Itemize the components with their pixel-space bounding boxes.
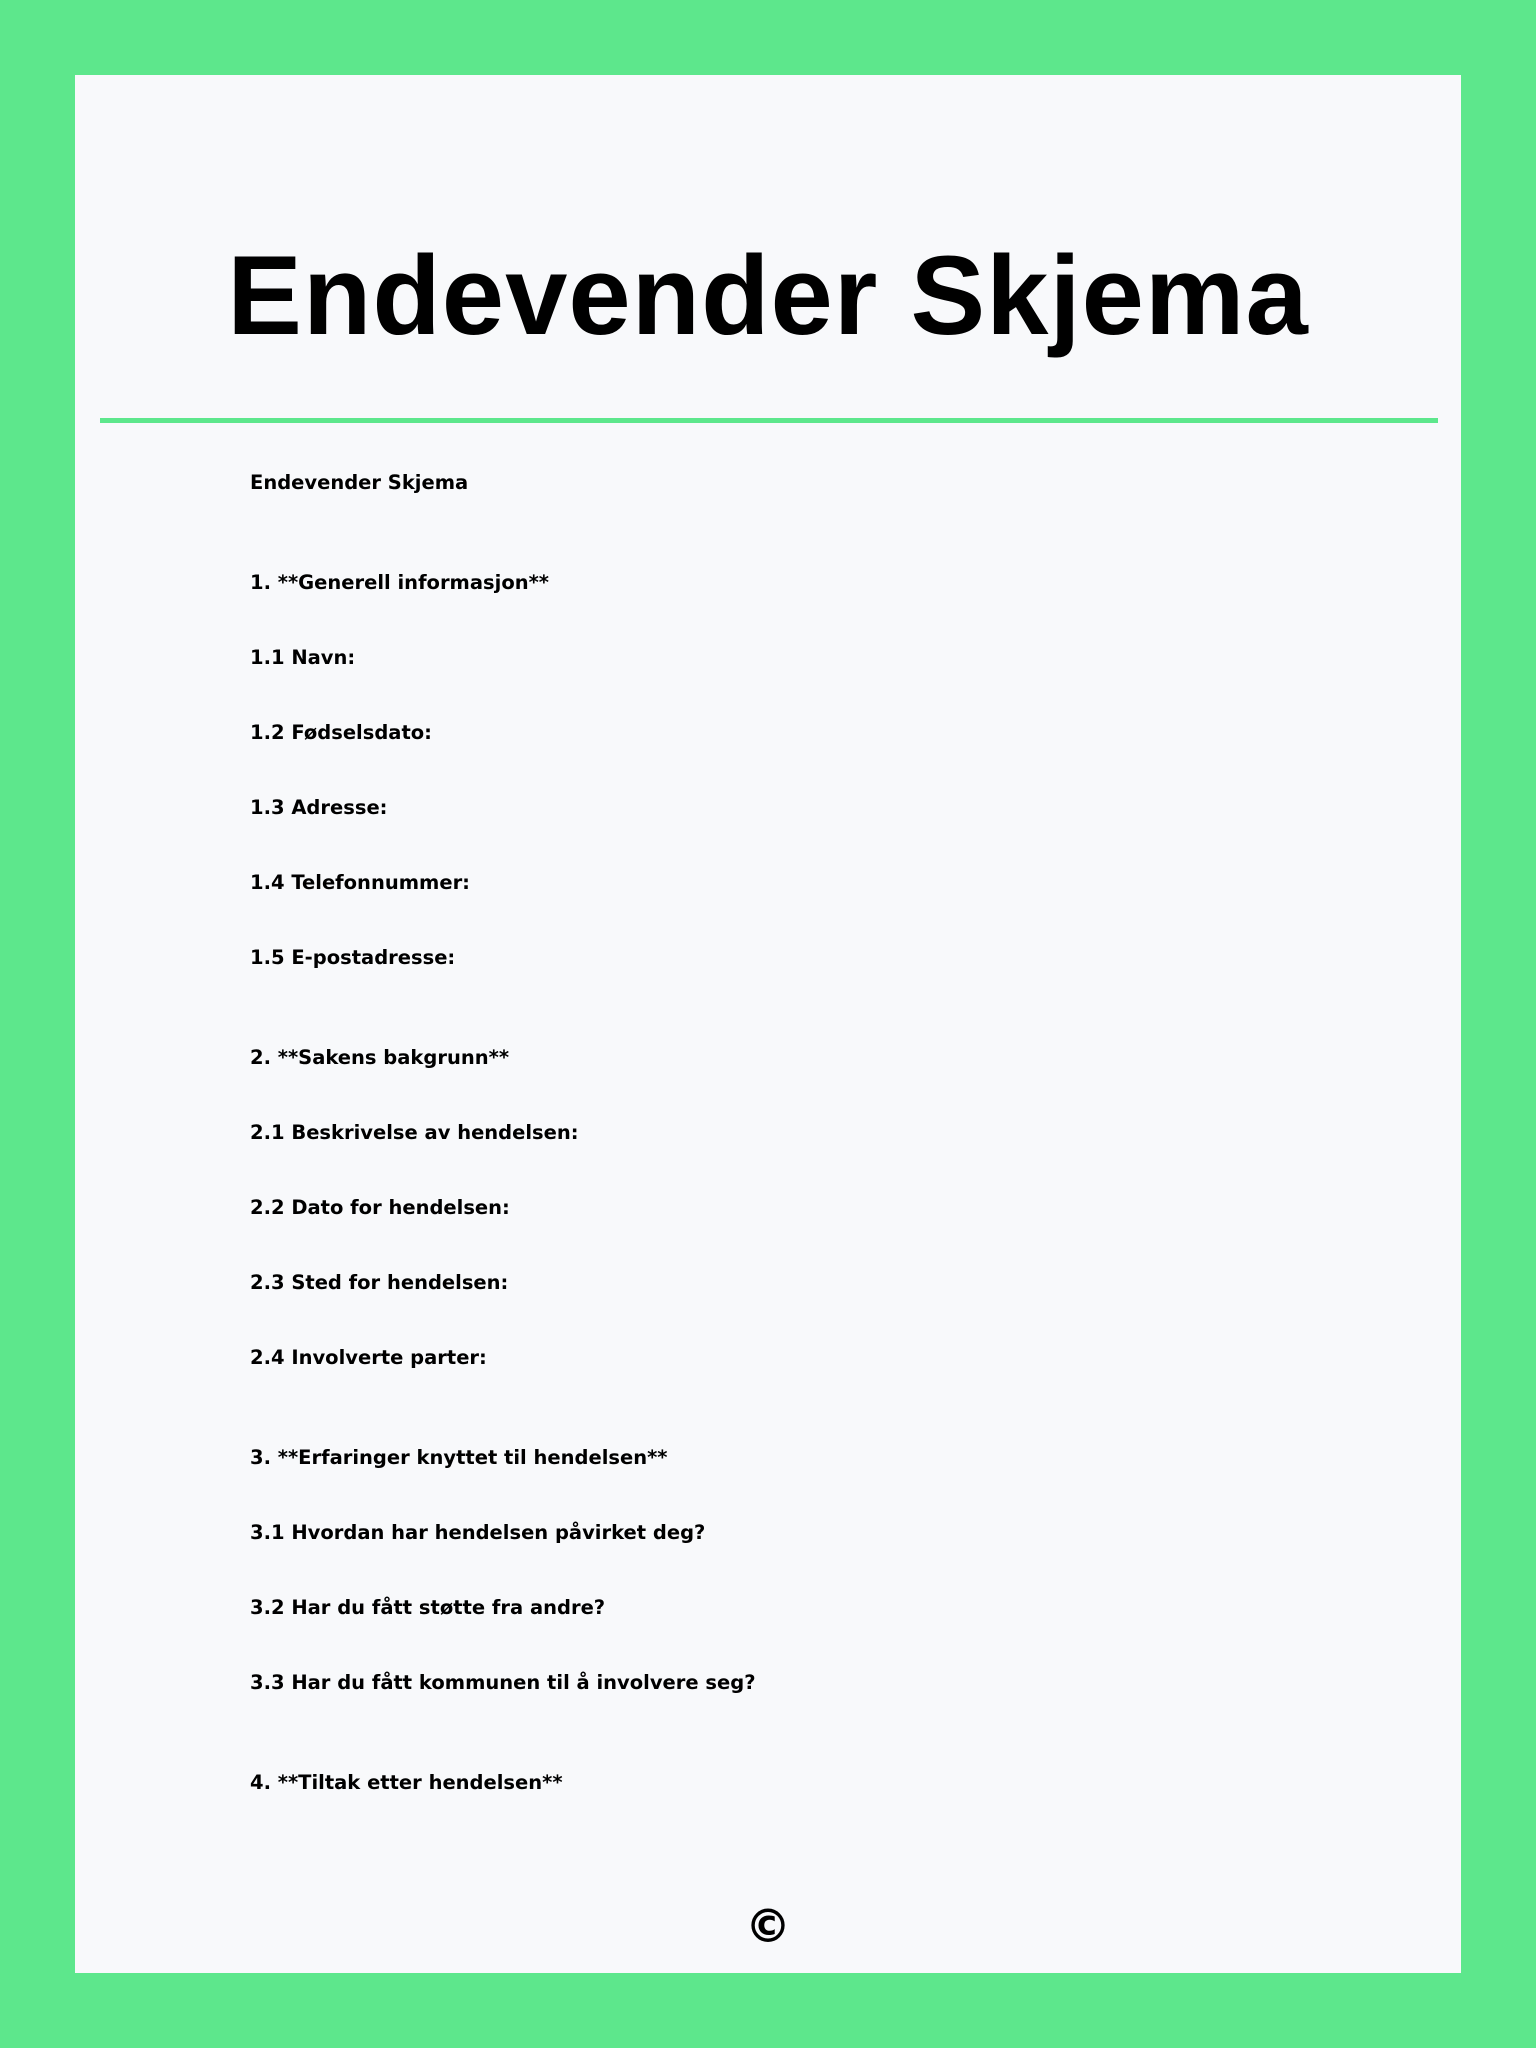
form-field-label: 2.4 Involverte parter: — [250, 1346, 487, 1369]
form-subtitle: Endevender Skjema — [250, 471, 469, 494]
title-divider — [100, 418, 1438, 423]
copyright-symbol: © — [745, 1899, 791, 1953]
form-field-label: 1.5 E-postadresse: — [250, 946, 456, 969]
section-heading: 1. **Generell informasjon** — [250, 571, 550, 594]
form-field-label: 1.3 Adresse: — [250, 796, 388, 819]
form-field-label: 2.3 Sted for hendelsen: — [250, 1271, 509, 1294]
section-heading: 4. **Tiltak etter hendelsen** — [250, 1771, 563, 1794]
document-title: Endevender Skjema — [227, 233, 1309, 358]
form-field-label: 3.1 Hvordan har hendelsen påvirket deg? — [250, 1521, 706, 1544]
section-heading: 2. **Sakens bakgrunn** — [250, 1046, 510, 1069]
section-heading: 3. **Erfaringer knyttet til hendelsen** — [250, 1446, 668, 1469]
form-field-label: 1.4 Telefonnummer: — [250, 871, 470, 894]
form-field-label: 1.2 Fødselsdato: — [250, 721, 432, 744]
form-field-label: 3.2 Har du fått støtte fra andre? — [250, 1596, 606, 1619]
form-field-label: 2.1 Beskrivelse av hendelsen: — [250, 1121, 579, 1144]
document-page — [75, 75, 1461, 1973]
form-field-label: 1.1 Navn: — [250, 646, 356, 669]
form-field-label: 3.3 Har du fått kommunen til å involvere seg? — [250, 1671, 756, 1694]
form-field-label: 2.2 Dato for hendelsen: — [250, 1196, 510, 1219]
